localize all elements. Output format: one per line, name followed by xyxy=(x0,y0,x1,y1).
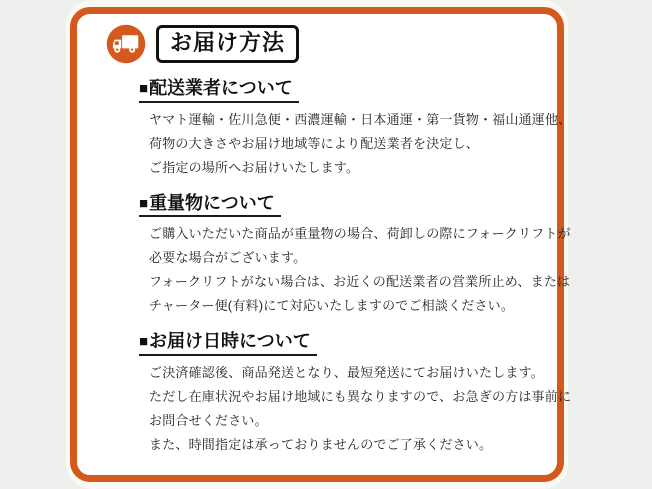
section-heading xyxy=(139,193,281,218)
header xyxy=(105,23,543,65)
body-line: お問合せください。 xyxy=(149,413,268,429)
delivery-info-content xyxy=(77,14,572,457)
body-line: チャーター便(有料)にて対応いたしますのでご相談ください。 xyxy=(149,298,515,314)
body-line: フォークリフトがない場合は、お近くの配送業者の営業所止め、または xyxy=(149,274,571,290)
section-heading xyxy=(139,78,299,103)
section-carriers xyxy=(139,65,572,180)
body-line: ご購入いただいた商品が重量物の場合、荷卸しの際にフォークリフトが xyxy=(149,226,571,242)
body-line: ご決済確認後、商品発送となり、最短発送にてお届けいたします。 xyxy=(149,365,544,381)
section-body xyxy=(139,108,572,180)
orange-frame xyxy=(70,7,572,482)
body-line: ご指定の場所へお届けいたします。 xyxy=(149,159,360,175)
truck-icon xyxy=(105,23,147,65)
section-delivery-datetime xyxy=(139,318,572,457)
section-heading-label: 配送業者について xyxy=(149,78,293,98)
body-line: また、時間指定は承っておりませんのでご了承ください。 xyxy=(149,437,493,453)
square-bullet-icon: ■ xyxy=(139,194,149,212)
delivery-info-card xyxy=(66,0,572,489)
square-bullet-icon: ■ xyxy=(139,80,149,97)
section-heavy-items xyxy=(139,180,571,319)
page-title: お届け方法 xyxy=(156,25,299,63)
section-heading-label: お届け日時について xyxy=(149,331,311,352)
body-line: 必要な場合がございます。 xyxy=(149,250,307,266)
body-line: 荷物の大きさやお届け地域等により配送業者を決定し、 xyxy=(149,135,480,151)
square-bullet-icon: ■ xyxy=(139,333,149,351)
section-body xyxy=(139,361,572,457)
section-heading-label: 重量物について xyxy=(149,192,275,213)
body-line: ヤマト運輸・佐川急便・西濃運輸・日本通運・第一貨物・福山通運他、 xyxy=(149,111,572,127)
section-heading xyxy=(139,331,317,356)
section-body xyxy=(139,222,571,318)
body-line: ただし在庫状況やお届け地域にも異なりますので、お急ぎの方は事前に xyxy=(149,389,572,405)
